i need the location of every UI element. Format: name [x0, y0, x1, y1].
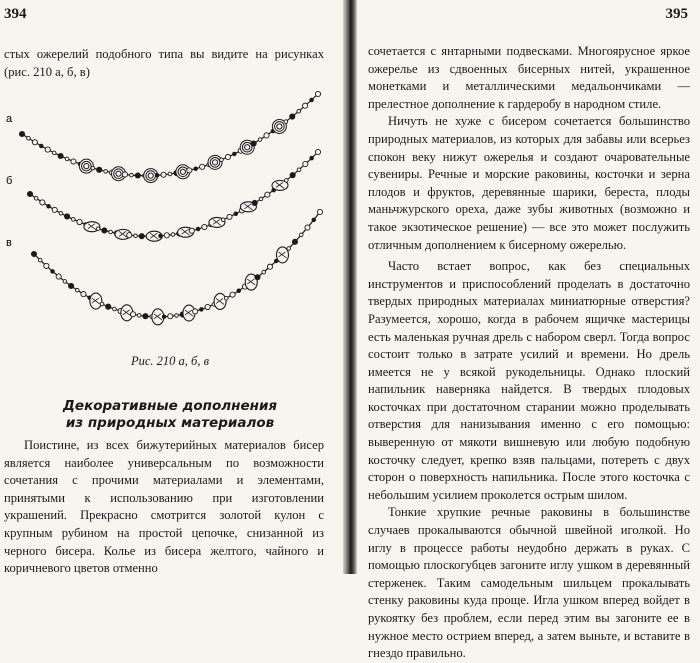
- small-bead: [196, 227, 200, 231]
- small-bead: [312, 218, 316, 222]
- small-bead: [194, 167, 198, 171]
- small-bead: [122, 172, 127, 177]
- small-bead: [161, 172, 166, 177]
- figure-caption: Рис. 210 а, б, в: [130, 354, 210, 368]
- necklace-drawing: [0, 86, 344, 348]
- small-bead: [81, 292, 86, 297]
- small-bead: [65, 157, 69, 161]
- small-bead: [224, 296, 228, 300]
- small-bead: [262, 270, 266, 274]
- small-bead: [202, 224, 207, 229]
- small-bead: [65, 214, 70, 219]
- small-bead: [284, 120, 288, 124]
- small-bead: [104, 170, 108, 174]
- small-bead: [113, 307, 117, 311]
- small-bead: [285, 179, 289, 183]
- small-bead: [189, 228, 194, 233]
- small-bead: [259, 197, 263, 201]
- necklace-strand: [30, 152, 318, 236]
- right-page: [356, 0, 700, 661]
- small-bead: [305, 225, 310, 230]
- small-bead: [91, 166, 95, 170]
- small-bead: [27, 136, 31, 140]
- small-bead: [32, 140, 37, 145]
- right-paragraph-2: Ничуть не хуже с бисером сочетается большинство природных материалов, из которых для забавы или всерьез спокон веку нижут ожерелья и создают очаровательные сувениры. Речные и морские раковины, косточки и зерна плодов и фруктов, деревянные шарики, береста, плоды маньчжурского ореха, даже зубы животных (возможно и такое экзотическое решение) — все это может послужить отличным дополнением к бисерному ожерелью.: [368, 114, 690, 252]
- small-bead: [290, 114, 295, 119]
- small-bead: [200, 308, 204, 312]
- necklace-strand: [34, 212, 320, 317]
- small-bead: [175, 314, 179, 318]
- small-bead: [58, 153, 63, 158]
- small-bead: [44, 263, 49, 268]
- small-bead: [310, 156, 314, 160]
- section-heading-line1: Декоративные дополнения: [62, 398, 278, 414]
- small-bead: [102, 228, 107, 233]
- small-bead: [252, 200, 257, 205]
- small-bead: [130, 312, 135, 317]
- small-bead: [137, 314, 141, 318]
- page-number-left: 394: [4, 6, 27, 22]
- small-bead: [106, 304, 111, 309]
- small-bead: [45, 147, 50, 152]
- right-body-text: [368, 43, 690, 663]
- small-bead: [72, 218, 76, 222]
- small-bead: [52, 207, 57, 212]
- right-paragraph-4: Тонкие хрупкие речные раковины в большинстве случаев прокалываются обычной швейной иголкой. Но иглу в процессе работы неудобно держать в руках. С помощью плоскогубцев загоните иглу ушком в деревянный стерженек. Таким самодельным шильцем прокалывать стенку раковины куда проще. Игла ушком вперед войдет в рукоятку без проблем, если перед этим вы загоните ее в нужное место острием вперед, а затем выньте, и вставите в гнездо правильно.: [368, 505, 690, 661]
- small-bead: [287, 247, 291, 251]
- small-bead: [290, 173, 295, 178]
- small-bead: [168, 314, 173, 319]
- small-bead: [265, 192, 270, 197]
- small-bead: [227, 214, 232, 219]
- left-top-text: [4, 46, 324, 81]
- small-bead: [171, 233, 175, 237]
- small-bead: [27, 191, 32, 196]
- section-heading: [0, 398, 340, 432]
- small-bead: [220, 158, 224, 162]
- small-bead: [127, 233, 132, 238]
- small-bead: [200, 164, 205, 169]
- small-bead: [264, 133, 269, 138]
- right-paragraph-3: Часто встает вопрос, как без специальных инструментов и приспособлений проделать в достаточно твердых природных материалах миниатюрные отверстия? Разумеется, хорошо, когда в рабочем ящичке мастерицы есть маленькая ручная дрель с набором сверл. Тогда вопрос состоит только в затрате усилий и времени. Но дрель имеется не у всякой рукодельницы. Однако плоский напильник наверняка найдется. В твердых плодовых косточках при достаточном старании можно проделывать отверстия для нанизывания именно с его помощью: выверенную от мякоти вишневую или любую подобную косточку следует, крепко взяв пальцами, потереть с двух сторон о поверхность напильника. После этого косточка с небольшим усилием проколется острым шилом.: [368, 259, 690, 502]
- small-bead: [255, 275, 260, 280]
- small-bead: [221, 218, 225, 222]
- small-bead: [109, 230, 113, 234]
- small-bead: [237, 289, 241, 293]
- small-bead: [164, 233, 169, 238]
- small-bead: [52, 151, 56, 155]
- small-bead: [75, 288, 79, 292]
- small-bead: [225, 154, 230, 159]
- small-bead: [40, 144, 44, 148]
- small-bead: [205, 304, 210, 309]
- left-body-text: [4, 437, 324, 578]
- figure-label-b: б: [6, 175, 13, 187]
- small-bead: [303, 103, 308, 108]
- small-bead: [68, 283, 73, 288]
- necklace-illustration: [0, 86, 344, 348]
- small-bead: [34, 197, 38, 201]
- small-bead: [168, 172, 172, 176]
- small-bead: [297, 109, 301, 113]
- small-bead: [155, 173, 159, 177]
- small-bead: [47, 204, 51, 208]
- small-bead: [59, 211, 63, 215]
- small-bead: [233, 152, 237, 156]
- small-bead: [292, 239, 297, 244]
- section-heading-line2: из природных материалов: [65, 415, 275, 431]
- small-bead: [297, 168, 301, 172]
- small-bead: [40, 200, 45, 205]
- small-bead: [315, 149, 320, 154]
- book-spine: [343, 0, 357, 574]
- small-bead: [134, 234, 138, 238]
- small-bead: [258, 138, 262, 142]
- left-page: [0, 0, 344, 574]
- figure-label-v: в: [6, 237, 12, 249]
- small-bead: [19, 131, 24, 136]
- necklace-strand: [22, 94, 318, 176]
- right-paragraph-1: сочетается с янтарными подвесками. Многоярусное яркое ожерелье из сдвоенных бисерных нитей, украшенное монетками и металлическими медальончиками — прелестное дополнение к гардеробу в народном стиле.: [368, 44, 690, 111]
- small-bead: [303, 161, 308, 166]
- small-bead: [139, 234, 144, 239]
- small-bead: [100, 302, 104, 306]
- small-bead: [96, 227, 100, 231]
- page-number-right: 395: [665, 6, 688, 22]
- small-bead: [31, 251, 36, 256]
- small-bead: [130, 173, 134, 177]
- small-bead: [187, 168, 192, 173]
- left-top-paragraph: стых ожерелий подобного типа вы видите на рисунках (рис. 210 а, б, в): [4, 47, 324, 79]
- small-bead: [310, 98, 314, 102]
- small-bead: [193, 309, 198, 314]
- small-bead: [267, 264, 272, 269]
- small-bead: [38, 258, 42, 262]
- small-bead: [315, 91, 320, 96]
- figure-label-a: а: [6, 113, 13, 125]
- small-bead: [135, 173, 140, 178]
- small-bead: [71, 159, 76, 164]
- small-bead: [162, 315, 166, 319]
- small-bead: [143, 314, 148, 319]
- small-bead: [230, 292, 235, 297]
- small-bead: [234, 212, 238, 216]
- small-bead: [251, 141, 256, 146]
- small-bead: [97, 167, 102, 172]
- small-bead: [77, 219, 82, 224]
- small-bead: [317, 209, 322, 214]
- small-bead: [299, 233, 303, 237]
- small-bead: [159, 234, 163, 238]
- left-body-paragraph: Поистине, из всех бижутерийных материалов бисер является наиболее универсальным по возможности сочетания с прочими материалами и элементами, принятыми к использованию при изготовлении украшений. Прекрасно смотрится золотой кулон с крупным рубином на простой цепочке, снизанной из черного бисера. Колье из бисера желтого, чайного и коричневого цветов отменно: [4, 438, 324, 576]
- small-bead: [63, 280, 67, 284]
- small-bead: [56, 274, 61, 279]
- small-bead: [51, 270, 55, 274]
